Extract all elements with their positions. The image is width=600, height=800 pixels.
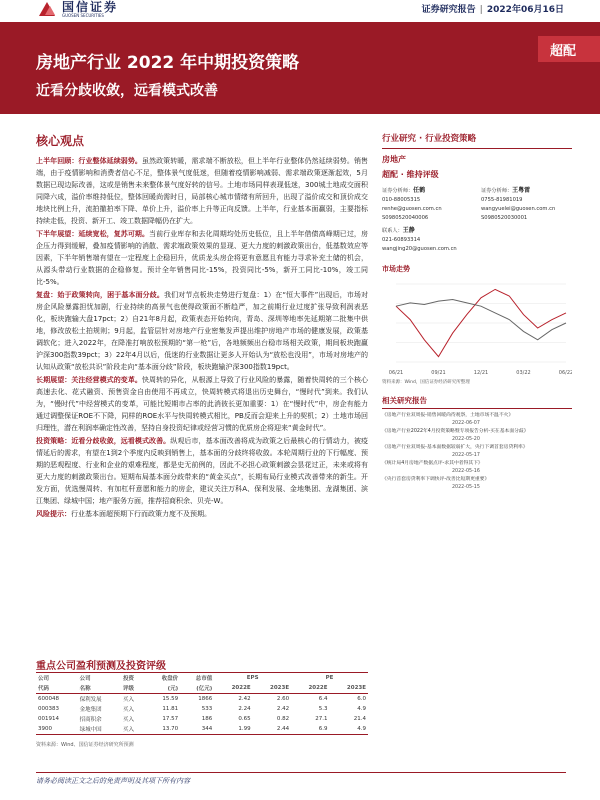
table-header-cell: 2022E — [291, 683, 329, 694]
paragraph-lead: 下半年展望：延续宽松，复苏可期。 — [36, 230, 150, 238]
core-view-paragraph — [36, 289, 368, 373]
core-views-column — [36, 132, 368, 521]
paragraph-lead: 风险提示： — [36, 510, 71, 518]
table-header-cell: 收盘价 — [146, 673, 180, 684]
paragraph-body: 当前行业库存和去化周期均处历史低位，且上半年借债高峰期已过，房企压力得到缓解，叠加疫情影响的消散、需求端政策效果的显现、更大力度的刺激政策出台，低基数效应等因素，下半年销售端有望在一定程度上企稳回升，优质龙头房企将更有意愿且有能力寻求补充土储的机会，从源头带动行业数据的企稳修复。预计全年销售同比-15%，投资同比-5%，新开工同比-10%，竣工同比-5%。 — [36, 230, 369, 286]
table-header-cell: 总市值 — [180, 673, 214, 684]
analyst-role: 证券分析师： — [382, 188, 414, 194]
table-header-group: EPS — [214, 673, 291, 684]
paragraph-lead: 复盘：始于政策转向，困于基本面分歧。 — [36, 291, 165, 299]
paragraph-body: 纵观后市，基本面改善将成为政策之后最核心的行情动力，被疫情延后的需求，有望在1到2个季度内反映到销售上，基本面的分歧终将收敛。本轮周期行业的下行幅度、预期的恶观程度、行业和企业的艰难程度，都是史无前例的，因此不必担心政策刺激会昙花过正，未来或将有更大力度的刺激政策出台。短期布局基本面分歧带来的“黄金买点”，长期布局行业模式改善带来的新生。开发方面，优选慢周转、有加杠杆意愿和能力的房企，建议关注万科A、保利发展、金地集团、龙湖集团、滨江集团、绿城中国；地产服务方面，推荐招商积余、贝壳-W。 — [36, 437, 369, 505]
table-cell: 买入 — [122, 717, 134, 723]
paragraph-body: 我们对节点板块走势进行复盘：1）在“恒大事件”出现后，市场对房企风险暴露担忧加剧，行业持续的高景气也使得政策面不断趋严，加之前期行业过度扩张导致利润表恶化，板块跑输大盘17pct；2）自21年8月起，政策表态开始转向，青岛、深圳等地率先延期第二批集中供地，修改放松土拍规则；9月起，监管层针对房地产行业密集发声提出维护房地产市场的健康发展，政策基调软化；进入2022年，在降准打响放松预期的“第一枪”后，各地频频出台稳市场相关政策，期间板块跑赢沪深300指数39pct；3）22年4月以后，低迷的行业数据让更多人开始认为“放松也没用”，市场对房地产的认知从政策“放松共识”阶段走向“基本面分歧”阶段，板块跑输沪深300指数19pct。 — [36, 291, 368, 371]
related-research-title: 相关研究报告 — [382, 395, 572, 409]
table-header-cell: (元) — [146, 683, 180, 694]
table-row — [36, 704, 368, 714]
table-cell: 买入 — [122, 707, 134, 713]
contact-role: 联系人： — [382, 228, 403, 234]
report-title: 房地产行业 2022 年中期投资策略 — [36, 53, 300, 73]
table-cell: 4.9 — [330, 724, 368, 735]
table-cell: 600048 — [38, 696, 59, 702]
divider — [382, 148, 572, 149]
analyst-name: 王粤雷 — [512, 187, 531, 194]
table-cell: 买入 — [121, 724, 146, 735]
table-cell: 1.99 — [214, 724, 252, 735]
paragraph-body: 快周转的异化，从根源上导致了行业风险的暴露，随着快周转的三个核心高速去化、花式融资、预售资金自由使用不再成立，快周转模式将退出历史舞台，“慢时代”到来。我们认为，“慢时代”中经营模式的变革，可能比短期市占率的此消彼长更加重要：1）在“慢时代”中，房企有能力通过调整保证ROE不下降，同样的ROE水平与快周转模式相比，PB反而会迎来上升的契机；2）土地市场回归理性，潜在利润率确定性改善，坚持自身投资纪律或经营习惯的优质房企将迎来“黄金时代”。 — [36, 376, 369, 432]
disclaimer-text: 请务必阅读正文之后的免责声明及其项下所有内容 — [36, 777, 190, 785]
analyst-name: 任鹤 — [413, 187, 426, 194]
section-title: 核心观点 — [36, 134, 85, 148]
report-subtitle: 近看分歧收敛，远看模式改善 — [36, 83, 218, 99]
table-header-cell: 公司 — [78, 673, 121, 684]
table-cell: 15.59 — [162, 696, 179, 702]
related-research-list — [382, 412, 572, 491]
sidebar — [382, 132, 572, 492]
x-tick-label: 06/21 — [388, 370, 404, 376]
table-cell: 2.60 — [276, 696, 290, 702]
table-cell: 6.4 — [318, 696, 328, 702]
report-date: 2022年06月16日 — [486, 5, 564, 15]
x-tick-label: 12/21 — [473, 370, 489, 376]
table-header-cell: 2022E — [214, 683, 252, 694]
analyst-phone: 010-88005315 — [382, 197, 421, 203]
analyst-email[interactable]: renhe@guosen.com.cn — [382, 206, 442, 212]
chart-svg — [382, 278, 572, 378]
contact-name: 王静 — [402, 227, 415, 234]
table-cell: 0.65 — [238, 716, 251, 722]
report-type: 证券研究报告 — [421, 5, 476, 15]
table-header-cell: 2023E — [330, 683, 368, 694]
x-tick-label: 06/22 — [558, 370, 572, 376]
rating-badge — [538, 36, 600, 62]
market-trend-title: 市场走势 — [382, 265, 410, 273]
chart-source: 资料来源：Wind，国信证券经济研究所整理 — [382, 380, 470, 385]
contact-email[interactable]: wangjing20@guosen.com.cn — [382, 246, 457, 252]
top-bar — [0, 0, 600, 22]
table-cell: 0.82 — [276, 716, 290, 722]
rating-line: 超配 · 维持评级 — [382, 170, 439, 179]
core-view-paragraph — [36, 374, 368, 434]
paragraph-body: 虽然政策转暖，需求端不断放松，但上半年行业整体仍然延续弱势。销售端，由于疫情影响和消费者信心不足，整体景气度低迷，但随着疫情影响减弱、需求端政策逐渐起效，5月数据已现边际改善，这或是销售未来整体景气度好转的信号。土地市场同样表现低迷，300城土地成交面积同降六成，溢价率维持低位，整体回暖尚需时日，局部核心城市情绪有所回升，出现了溢价成交和顶价成交地块比例上升，流拍撤拍率下降、单价上升，溢价率上升等正向反馈。上半年，行业基本面赢弱，主要指标持续走低，投资、新开工、竣工数据降幅仍在扩大。 — [36, 157, 369, 225]
table-row — [36, 694, 368, 705]
related-report-link[interactable]: 《房地产行业双周报-基本面数据较弱扩大，央行下调首套房贷利率》 — [382, 445, 528, 450]
rating-badge-label: 超配 — [550, 44, 577, 59]
table-cell: 金地集团 — [79, 707, 102, 713]
table-cell: 买入 — [122, 697, 134, 703]
table-cell: 21.4 — [353, 716, 366, 722]
related-report-date: 2022-05-17 — [452, 453, 480, 458]
research-type: 行业研究 · 行业投资策略 — [382, 134, 477, 144]
series-line-1 — [396, 299, 566, 339]
analysts — [382, 186, 572, 223]
table-cell: 1866 — [198, 696, 213, 702]
analyst-phone: 0755-81981019 — [481, 197, 523, 203]
title-banner — [0, 22, 600, 114]
paragraph-lead: 长期展望：关注经营模式的变革。 — [36, 376, 142, 384]
related-report-link[interactable]: 《房地产行业2022年4月投资策略暨专项报告分析-买在基本面分歧》 — [382, 429, 529, 434]
forecast-table — [36, 672, 368, 735]
analyst-card — [481, 186, 572, 223]
analyst-email[interactable]: wangyuelei@guosen.com.cn — [481, 206, 556, 212]
paragraph-body: 行业基本面超预期下行而政策力度不及预期。 — [71, 510, 211, 518]
contact-phone: 021-60893314 — [382, 237, 421, 243]
table-cell: 招商积余 — [79, 717, 102, 723]
table-cell: 001914 — [38, 716, 59, 722]
table-header-cell: 公司 — [36, 673, 78, 684]
related-report-date: 2022-06-07 — [452, 421, 480, 426]
paragraph-lead: 上半年回顾：行业整体延续弱势。 — [36, 157, 142, 165]
table-cell: 2.24 — [238, 706, 251, 712]
core-view-paragraph — [36, 435, 368, 507]
table-cell: 6.9 — [291, 724, 329, 735]
core-view-paragraph — [36, 508, 368, 520]
table-row — [36, 724, 368, 735]
x-tick-label: 03/22 — [516, 370, 531, 376]
table-cell: 13.70 — [146, 724, 180, 735]
paragraph-lead: 投资策略：近看分歧收敛，远看模式改善。 — [36, 437, 171, 445]
related-report-date: 2022-05-15 — [452, 485, 480, 490]
table-cell: 11.81 — [162, 706, 179, 712]
table-cell: 186 — [201, 716, 213, 722]
analyst-cert: S0980520040006 — [382, 215, 429, 221]
table-cell: 533 — [201, 706, 213, 712]
table-cell: 27.1 — [315, 716, 328, 722]
x-tick-label: 09/21 — [431, 370, 446, 376]
table-cell: 344 — [180, 724, 214, 735]
table-header-cell: (亿元) — [180, 683, 214, 694]
industry-name: 房地产 — [382, 155, 406, 164]
table-header-cell: 评级 — [121, 683, 146, 694]
table-cell: 2.42 — [238, 696, 251, 702]
analyst-card — [382, 186, 473, 223]
table-cell: 000383 — [38, 706, 59, 712]
table-cell: 6.0 — [357, 696, 366, 702]
table-row — [36, 714, 368, 724]
market-trend-chart — [382, 278, 572, 378]
core-view-paragraph — [36, 155, 368, 227]
table-cell: 5.3 — [318, 706, 328, 712]
analyst-role: 证券分析师： — [481, 188, 513, 194]
table-cell: 2.42 — [276, 706, 290, 712]
table-cell: 2.44 — [253, 724, 291, 735]
table-cell: 17.57 — [162, 716, 179, 722]
logo-name-cn: 国信证券 — [62, 0, 119, 14]
table-cell: 保利发展 — [79, 697, 102, 703]
table-title: 重点公司盈利预测及投资评级 — [36, 661, 166, 672]
table-cell: 绿城中国 — [78, 724, 121, 735]
report-meta: 证券研究报告 | 2022年06月16日 — [421, 5, 564, 15]
table-cell: 3900 — [36, 724, 78, 735]
company-logo — [36, 0, 118, 18]
table-cell: 4.9 — [357, 706, 366, 712]
core-view-paragraph — [36, 228, 368, 288]
footer-disclaimer — [36, 772, 566, 786]
table-source: 资料来源：Wind、国信证券经济研究所预测 — [36, 742, 134, 748]
table-header-group: PE — [291, 673, 368, 684]
related-report-link[interactable]: 《房地产行业双周报-销售回暖尚待观察，土地市场不温不火》 — [382, 413, 514, 418]
table-header-cell: 2023E — [253, 683, 291, 694]
logo-icon — [36, 0, 58, 18]
related-report-link[interactable]: 《统计局4月房地产数据点评-求其中者得其下》 — [382, 461, 483, 466]
related-report-date: 2022-05-16 — [452, 469, 480, 474]
table-header-cell: 代码 — [36, 683, 78, 694]
related-report-link[interactable]: 《央行首套房贷利率下调快评-改善比短期更重要》 — [382, 477, 490, 482]
table-header-cell: 投资 — [121, 673, 146, 684]
table-header-cell: 名称 — [78, 683, 121, 694]
logo-name-en: GUOSEN SECURITIES — [62, 12, 104, 18]
contact-card — [382, 226, 572, 254]
related-report-date: 2022-05-20 — [452, 437, 480, 442]
analyst-cert: S0980520030001 — [481, 215, 528, 221]
